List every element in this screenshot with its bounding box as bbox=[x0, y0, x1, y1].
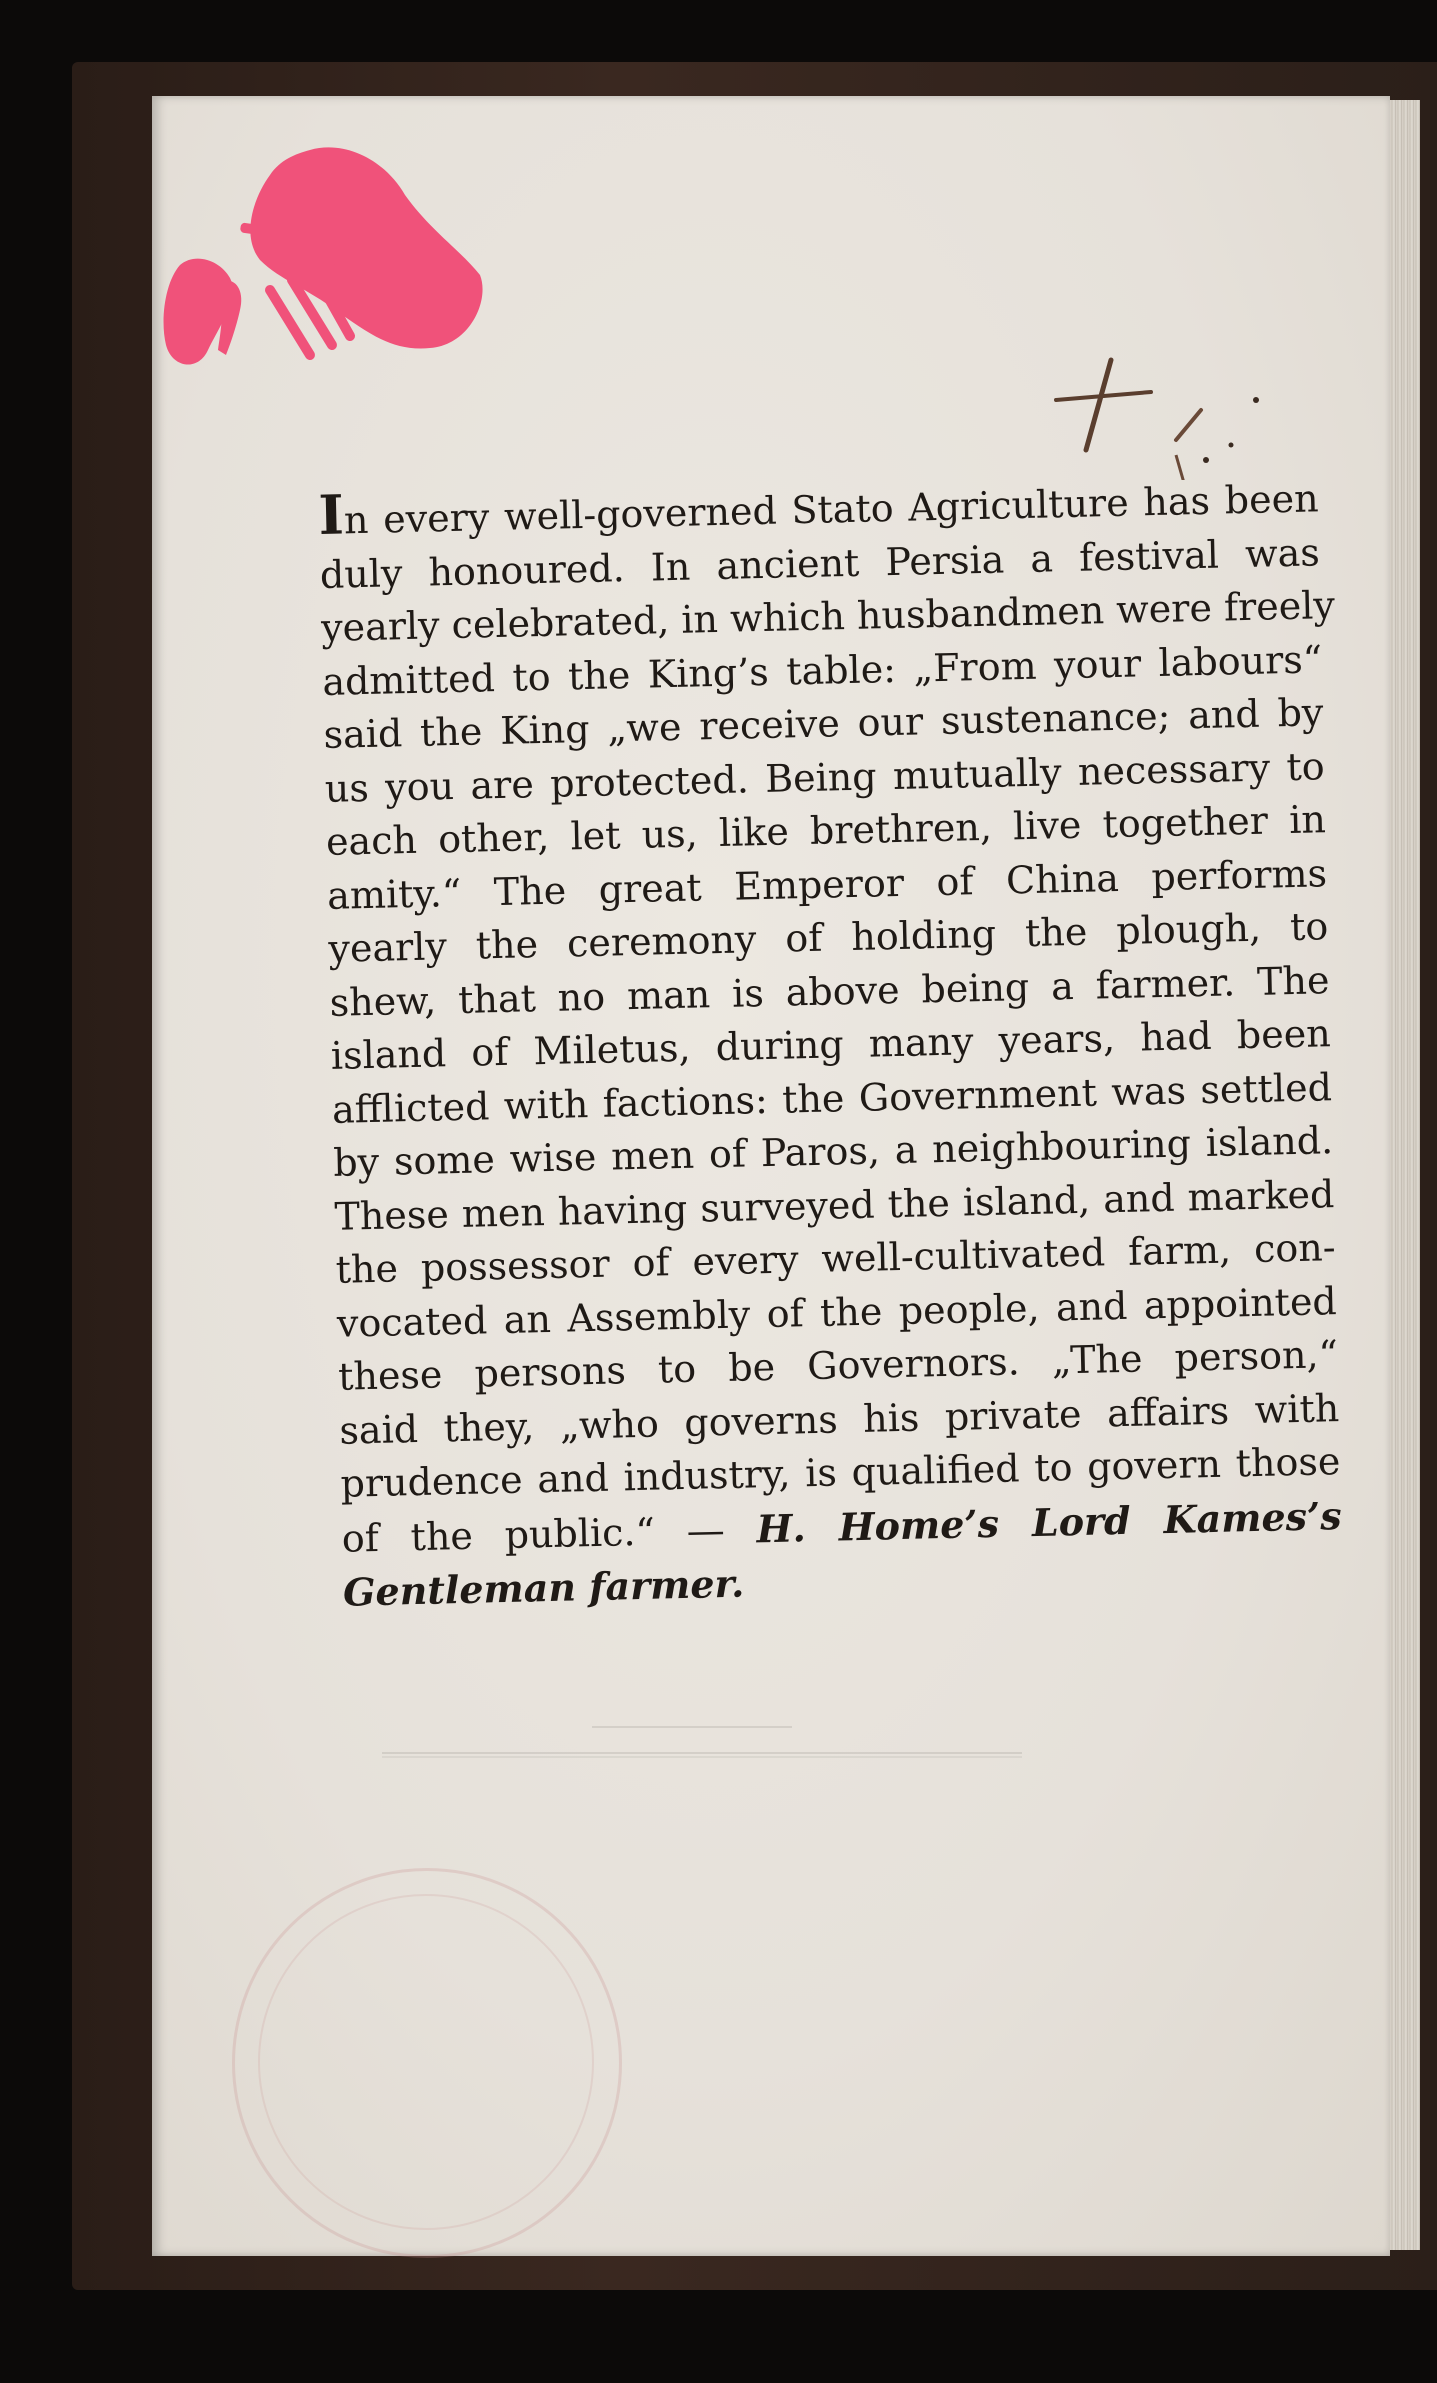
attribution-author: H. Home’s Lord Kames’s bbox=[756, 1492, 1343, 1551]
passage-line-2: duly honoured. In ancient Persia a festival was bbox=[319, 529, 1321, 597]
passage-line-3: yearly celebrated, in which husbandmen were freely bbox=[320, 582, 1336, 650]
passage-line-18: said they, „who governs his private affairs with bbox=[338, 1385, 1340, 1453]
passage-line-16: vocated an Assembly of the people, and appointed bbox=[336, 1278, 1338, 1346]
passage-line-12: afflicted with factions: the Government was settled bbox=[331, 1064, 1333, 1132]
passage-line-8: amity.“ The great Emperor of China performs bbox=[326, 850, 1328, 918]
passage-line-15: the possessor of every well-cultivated farm, con- bbox=[335, 1225, 1336, 1292]
passage-line-10: shew, that no man is above being a farmer. The bbox=[329, 957, 1330, 1025]
passage-line-17: these persons to be Governors. „The person,“ bbox=[337, 1332, 1339, 1399]
passage-line-20: of the public.“ — H. Home’s Lord Kames’s bbox=[341, 1492, 1343, 1561]
passage-line-19: prudence and industry, is qualified to govern those bbox=[340, 1439, 1341, 1506]
passage-line-7: each other, let us, like brethren, live together in bbox=[325, 797, 1327, 864]
faint-seal-inner bbox=[258, 1894, 594, 2230]
passage-line-1: In every well-governed Stato Agriculture has been bbox=[317, 476, 1319, 547]
passage-line-5: said the King „we receive our sustenance; and by bbox=[323, 690, 1324, 757]
library-stamp bbox=[160, 140, 490, 380]
passage bbox=[318, 465, 1353, 1620]
passage-line-9: yearly the ceremony of holding the plough, to bbox=[327, 904, 1329, 971]
pencil-shelf-mark bbox=[1016, 340, 1286, 480]
passage-line-6: us you are protected. Being mutually necessary to bbox=[324, 743, 1326, 811]
attribution-title: Gentleman farmer. bbox=[342, 1560, 745, 1615]
dropcap: I bbox=[317, 482, 345, 547]
passage-line-4: admitted to the King’s table: „From your labours“ bbox=[321, 636, 1323, 704]
page-edges bbox=[1390, 100, 1420, 2250]
passage-line-11: island of Miletus, during many years, had been bbox=[330, 1011, 1332, 1078]
passage-line-13: by some wise men of Paros, a neighbouring island. bbox=[332, 1118, 1334, 1185]
passage-line-14: These men having surveyed the island, and marked bbox=[334, 1171, 1335, 1239]
